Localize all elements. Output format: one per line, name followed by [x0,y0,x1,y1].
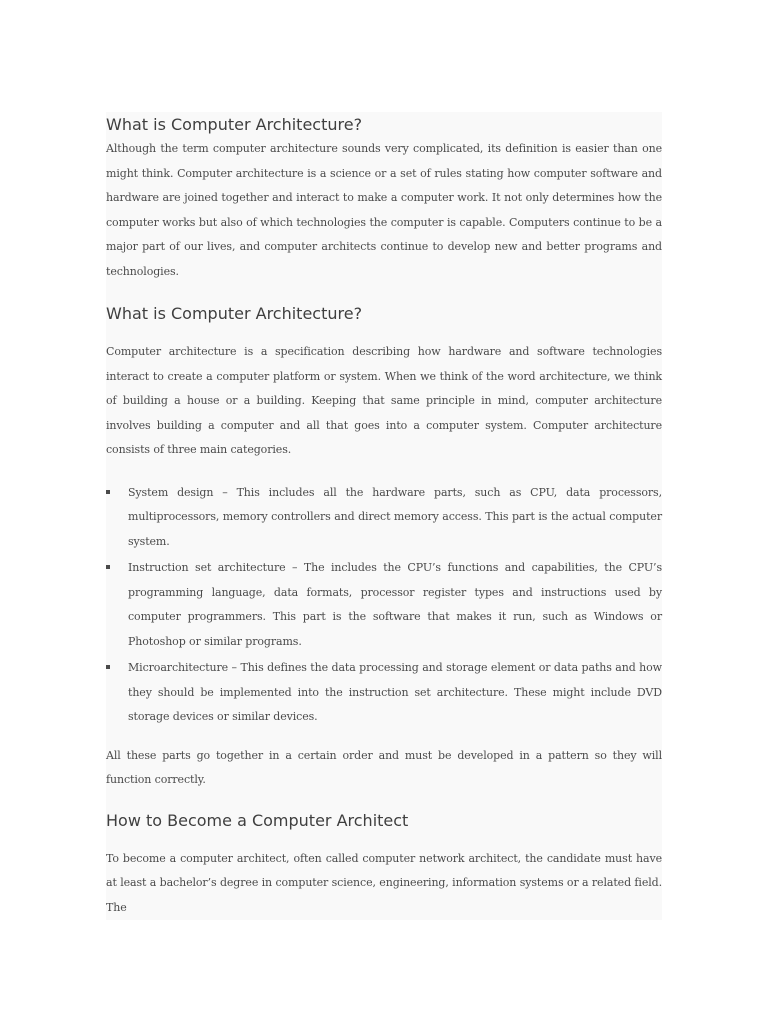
section-heading: How to Become a Computer Architect [106,810,409,830]
document-body [106,112,662,920]
list-item [106,656,662,730]
list-item [106,556,662,654]
section-paragraph: All these parts go together in a certain order and must be developed in a pattern so they will function correctly. [106,748,662,786]
section-heading: What is Computer Architecture? [106,304,363,323]
list-item-text: Microarchitecture – This defines the data processing and storage element or data paths and how they should be implemented into the instruction set architecture. These might include DVD storage devices or similar devices. [128,661,662,723]
bullet-list [106,481,662,730]
square-bullet-icon [106,565,110,569]
section-paragraph: To become a computer architect, often called computer network architect, the candidate must have at least a bachelor’s degree in computer science, engineering, information systems or a related field. The [106,851,662,914]
square-bullet-icon [106,665,110,669]
section-paragraph: Computer architecture is a specification describing how hardware and software technologies interact to create a computer platform or system. When we think of the word architecture, we think of building a house or a building. Keeping that same principle in mind, computer architecture involves building a computer and all that goes into a computer system. Computer architecture consists of three main categories. [106,345,662,456]
list-item-text: Instruction set architecture – The includes the CPU’s functions and capabilities, the CPU’s programming language, data formats, processor register types and instructions used by computer programmers. This part is the software that makes it run, such as Windows or Photoshop or similar programs. [128,561,662,648]
section-heading: What is Computer Architecture? [106,115,363,134]
square-bullet-icon [106,490,110,494]
section-paragraph: Although the term computer architecture sounds very complicated, its definition is easier than one might think. Computer architecture is a science or a set of rules stating how computer software and hardware are joined together and interact to make a computer work. It not only determines how the computer works but also of which technologies the computer is capable. Computers continue to be a major part of our lives, and computer architects continue to develop new and better programs and technologies. [106,142,662,278]
list-item-text: System design – This includes all the hardware parts, such as CPU, data processors, multiprocessors, memory controllers and direct memory access. This part is the actual computer system. [128,485,662,548]
list-item [106,481,662,555]
